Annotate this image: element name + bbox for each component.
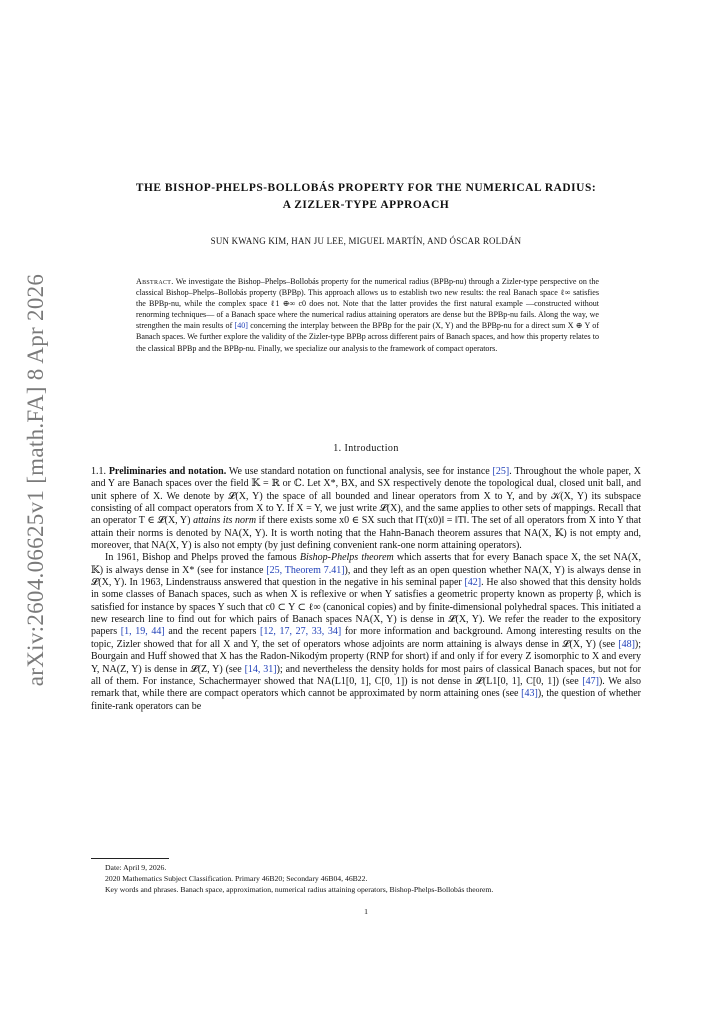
paragraph-text: for more information and background. Among interesting results on the topic, Zizler showed that for all X and Y, the set of operators whose adjoints are norm attaining is always dense in 𝓛(X, Y) (see <box>91 626 642 650</box>
citation-link[interactable]: [1, 19, 44] <box>120 626 165 638</box>
body-text <box>91 466 641 713</box>
paragraph-text: ), and they left as an open question whether NA(X, Y) is always dense in 𝓛(X, Y). In 1963, Lindenstrauss answered that question in the negative in his seminal paper <box>91 564 641 589</box>
paragraph-text: ); and nevertheless the density holds for most pairs of classical Banach spaces, but not for all of them. For instance, Schachermayer showed that NA(L1[0, 1], C[0, 1]) is not dense in 𝓛(L1[0, 1], C[0, 1]) (see <box>91 663 642 687</box>
citation-link[interactable]: [43] <box>521 688 538 700</box>
citation-link[interactable]: [12, 17, 27, 33, 34] <box>260 626 342 638</box>
citation-link[interactable]: [42] <box>464 577 482 589</box>
page-number: 1 <box>364 907 368 916</box>
paragraph-text: ). We also remark that, while there are compact operators which cannot be approximated by norm attaining ones (see <box>91 675 641 700</box>
paper-title-line-1: THE BISHOP-PHELPS-BOLLOBÁS PROPERTY FOR THE NUMERICAL RADIUS: <box>135 182 597 194</box>
footnote-keywords: Key words and phrases. Banach space, approximation, numerical radius attaining operators, Bishop-Phelps-Bollobás theorem. <box>105 885 494 894</box>
abstract-text-part-b: concerning the interplay between the BPBp for the pair (X, Y) and the BPBp-nu for a direct sum X ⊕ Y of Banach spaces. We further explore the validity of the Zizler-type BPBp across different pairs of Banach spaces, and how this property relates to the classical BPBp and the BPBp-nu. Finally, we specialize our analysis to the framework of compact operators. <box>136 321 600 353</box>
citation-link[interactable]: [14, 31] <box>244 663 277 675</box>
footnote-msc: 2020 Mathematics Subject Classification. Primary 46B20; Secondary 46B04, 46B22. <box>105 874 368 883</box>
footnotes <box>91 862 641 895</box>
emphasis-term: attains its norm <box>193 515 257 527</box>
paragraph-text: which asserts that for every Banach space X, the set NA(X, 𝕂) is always dense in X* (see for instance <box>91 552 642 576</box>
abstract-block <box>136 276 599 354</box>
paragraph-text: and the recent papers <box>168 626 257 638</box>
paragraph-text: . Throughout the whole paper, X and Y are Banach spaces over the field 𝕂 = ℝ or ℂ. Let X*, BX, and SX respectively denote the topological dual, closed unit ball, and unit sphere of X. We denote by 𝓛(X, Y) the space of all bounded and linear operators from X to Y, and by 𝒦(X, Y) its subspace consisting of all compact operators from X to Y. If X = Y, we just write 𝓛(X), and the same applies to other sets of mappings. Recall that an operator T ∈ 𝓛(X, Y) <box>91 466 642 527</box>
paragraph-text: We use standard notation on functional analysis, see for instance <box>228 466 490 477</box>
paper-title <box>91 180 641 213</box>
section-heading-introduction: 1. Introduction <box>333 443 399 454</box>
citation-link[interactable]: [48] <box>618 638 635 650</box>
subsection-number: 1.1. <box>91 466 106 477</box>
paragraph-history <box>91 552 641 712</box>
subsection-heading: Preliminaries and notation. <box>108 466 227 477</box>
paper-authors: SUN KWANG KIM, HAN JU LEE, MIGUEL MARTÍN, AND ÓSCAR ROLDÁN <box>210 236 522 246</box>
paragraph-preliminaries <box>91 466 641 552</box>
footnote-date: Date: April 9, 2026. <box>105 863 167 872</box>
citation-link[interactable]: [25] <box>492 466 510 477</box>
paragraph-text: In 1961, Bishop and Phelps proved the famous <box>105 552 297 564</box>
arxiv-identifier-stamp <box>16 273 56 687</box>
abstract-text-part-a: We investigate the Bishop–Phelps–Bollobás property for the numerical radius (BPBp-nu) through a Zizler-type perspective on the classical Bishop–Phelps–Bollobás property (BPBp). This approach allows us to establish two new results: the real Banach space ℓ∞ satisfies the BPBp-nu, while the complex space ℓ1 ⊕∞ c0 does not. Note that the latter provides the first natural example —constructed without renorming techniques— of a Banach space where the numerical radius attaining operators are dense but the BPBp-nu fails. Along the way, we strengthen the main results of <box>136 277 599 331</box>
citation-link[interactable]: [25, Theorem 7.41] <box>266 564 345 576</box>
emphasis-term: Bishop-Phelps theorem <box>299 552 394 564</box>
paragraph-text: ); Bourgain and Huff showed that X has the Radon-Nikodým property (RNP for short) if and only if for every Z isomorphic to X and every Y, NA(Z, Y) is dense in 𝓛(Z, Y) (see <box>91 638 642 675</box>
paper-title-line-2: A ZIZLER-TYPE APPROACH <box>282 198 450 211</box>
footnote-divider <box>91 858 169 859</box>
citation-link[interactable]: [40] <box>234 321 248 331</box>
abstract-label: Abstract. <box>136 277 174 286</box>
arxiv-identifier-text: arXiv:2604.06625v1 [math.FA] 8 Apr 2026 <box>23 273 48 687</box>
paragraph-text: . He also showed that this density holds in some classes of Banach spaces, such as when X is reflexive or when Y satisfies a geometric property known as property β, which is satisfied for instance by spaces Y such that c0 ⊂ Y ⊂ ℓ∞ (canonical copies) and by finite-dimensional polyhedral spaces. This initiated a new research line to find out for which pairs of Banach spaces NA(X, Y) is dense in 𝓛(X, Y). We refer the reader to the expository papers <box>91 577 642 638</box>
paragraph-text: ), the question of whether finite-rank operators can be <box>91 688 641 712</box>
citation-link[interactable]: [47] <box>582 675 599 687</box>
paragraph-text: if there exists some x0 ∈ SX such that ‖T(x0)‖ = ‖T‖. The set of all operators from X into Y that attain their norms is denoted by NA(X, Y). It is worth noting that the Hahn-Banach theorem assures that NA(X, 𝕂) is not empty and, moreover, that NA(X, Y) is also not empty (by just defining convenient rank-one norm attaining operators). <box>91 515 642 552</box>
